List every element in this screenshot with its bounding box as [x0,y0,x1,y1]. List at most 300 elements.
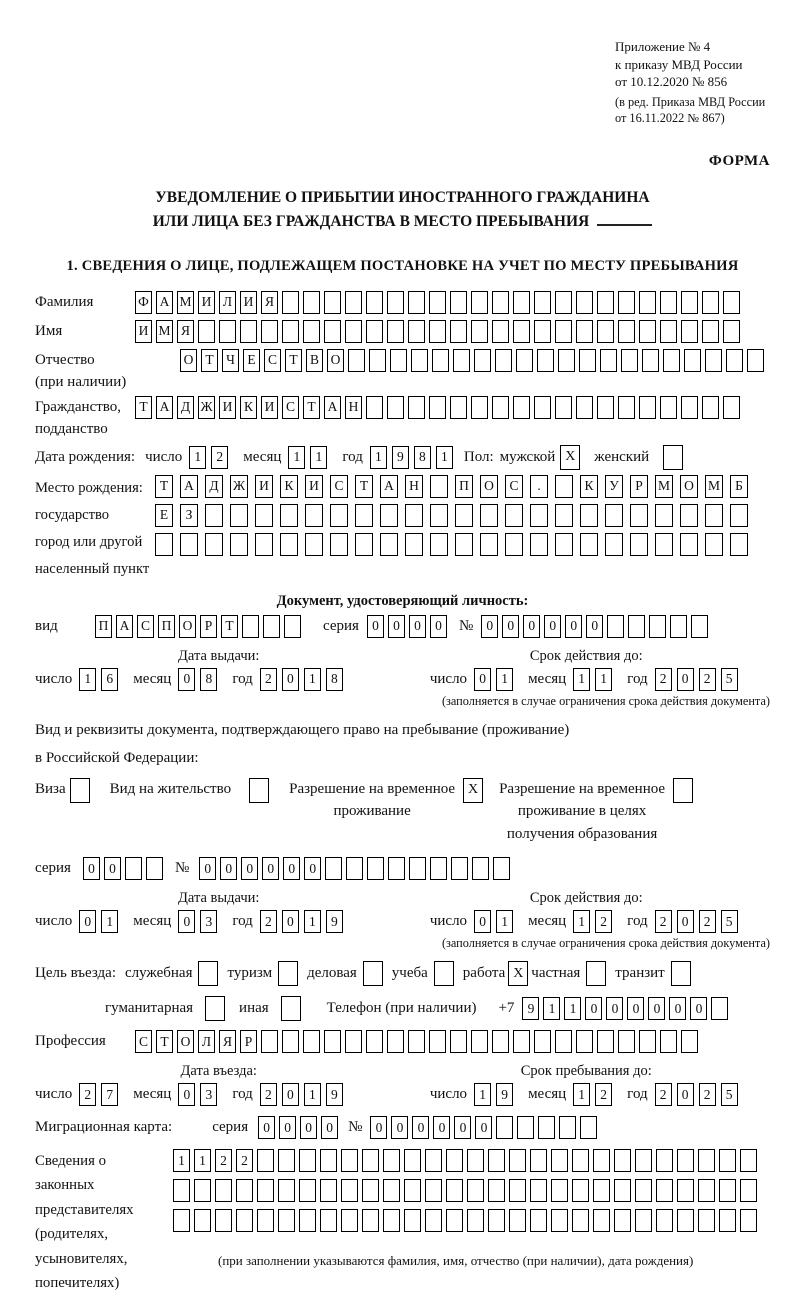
form-cell [173,1179,190,1202]
form-cell: Т [201,349,218,372]
month-cell: 1 [573,668,590,691]
form-cell [467,1209,484,1232]
form-cell [303,291,320,314]
migration-number-label: № [348,1119,363,1136]
purpose-humanitarian-item: гуманитарная [105,996,225,1021]
form-cell [551,1149,568,1172]
form-cell [660,396,677,419]
form-cell [492,320,509,343]
gender-female-label: женский [594,448,650,465]
form-cell [429,396,446,419]
form-cell [642,349,659,372]
month-label: месяц [133,913,172,930]
form-cell [681,291,698,314]
form-cell: 1 [173,1149,190,1172]
form-cell: Ж [230,475,248,498]
day-cell: 1 [101,910,118,933]
year-cell: 0 [282,668,299,691]
doc-valid-date-group [403,668,771,691]
form-cell [677,1179,694,1202]
form-cell [411,349,428,372]
day-cell: 1 [79,668,96,691]
form-cell: 0 [199,857,216,880]
form-cell [635,1209,652,1232]
permit-number-label: № [174,860,190,877]
form-cell [702,396,719,419]
day-cell: 0 [474,910,491,933]
stay-until-date-group [403,1083,771,1106]
form-cell: А [324,396,341,419]
residence-doc-line1: Вид и реквизиты документа, подтверждающего право на пребывание (проживание) [35,721,570,738]
form-cell [740,1209,757,1232]
form-cell [446,1179,463,1202]
form-cell: Е [243,349,260,372]
phone-label: Телефон (при наличии) [326,1000,477,1017]
purpose-official-checkbox [198,961,218,986]
year-label: год [627,1086,648,1103]
form-cell [555,504,573,527]
form-cell [630,533,648,556]
form-cell [341,1149,358,1172]
form-cell [534,1030,551,1053]
profession-label: Профессия [35,1033,106,1050]
form-cell: К [280,475,298,498]
form-cell [429,291,446,314]
form-cell: С [135,1030,152,1053]
form-cell [341,1209,358,1232]
form-cell: П [455,475,473,498]
month-cell: 1 [310,446,327,469]
visa-checkbox [70,778,90,803]
form-cell [555,320,572,343]
form-cell: Ж [198,396,215,419]
permit-series-cells [83,857,167,880]
form-cell: 1 [543,997,560,1020]
valid-until-heading: Срок действия до: [529,647,643,664]
appendix-header [615,38,770,127]
year-cell: 2 [260,1083,277,1106]
month-cell: 0 [178,668,195,691]
form-cell [405,533,423,556]
form-cell [480,533,498,556]
form-cell [387,320,404,343]
form-cell [345,1030,362,1053]
doc-issue-date-group [35,668,403,691]
form-cell: Р [630,475,648,498]
purpose-transit-item: транзит [615,961,690,986]
form-cell [366,1030,383,1053]
form-cell [493,857,510,880]
form-cell [534,320,551,343]
form-title [35,186,770,234]
form-cell: 0 [586,615,603,638]
form-cell [366,396,383,419]
form-cell: Я [261,291,278,314]
day-cell: 1 [496,668,513,691]
form-cell [261,1030,278,1053]
name-label: Имя [35,322,63,339]
form-cell [698,1179,715,1202]
form-cell [242,615,259,638]
form-cell [534,396,551,419]
form-cell [555,291,572,314]
form-cell [597,1030,614,1053]
form-cell [555,475,573,498]
form-title-line2: ИЛИ ЛИЦА БЕЗ ГРАЖДАНСТВА В МЕСТО ПРЕБЫВАНИЯ [152,212,590,230]
form-cell [173,1209,190,1232]
year-cell: 2 [699,910,716,933]
form-cell: С [330,475,348,498]
form-cell: 0 [258,1116,275,1139]
form-cell [740,1149,757,1172]
month-cell: 0 [178,1083,195,1106]
form-cell [408,320,425,343]
year-cell: 0 [677,910,694,933]
year-cell: 9 [392,446,409,469]
surname-cells [135,291,744,314]
form-cell: Т [155,475,173,498]
forma-label: ФОРМА [708,152,770,169]
form-cell [257,1209,274,1232]
form-cell [282,1030,299,1053]
year-label: год [627,913,648,930]
form-cell [495,349,512,372]
form-cell [551,1179,568,1202]
form-cell [345,291,362,314]
form-cell [408,1030,425,1053]
day-label: число [429,670,468,687]
entry-purpose-label: Цель въезда: [35,965,116,982]
form-cell [230,533,248,556]
form-cell [362,1209,379,1232]
form-cell [471,291,488,314]
day-cell: 2 [79,1083,96,1106]
purpose-study-checkbox [434,961,454,986]
form-cell [387,291,404,314]
form-cell [655,533,673,556]
form-cell [330,533,348,556]
form-cell: 0 [481,615,498,638]
identity-doc-heading: Документ, удостоверяющий личность: [276,592,529,609]
day-cell: 9 [496,1083,513,1106]
form-cell: 0 [565,615,582,638]
form-cell: Т [303,396,320,419]
form-cell: 0 [370,1116,387,1139]
form-cell [660,291,677,314]
form-cell: 0 [606,997,623,1020]
form-cell: М [705,475,723,498]
month-label: месяц [528,1086,567,1103]
form-cell [388,857,405,880]
year-cell: 2 [260,910,277,933]
representatives-cells-row2 [173,1179,761,1202]
form-cell [530,1149,547,1172]
form-cell [429,1030,446,1053]
form-cell: Д [177,396,194,419]
form-cell [513,320,530,343]
form-cell: Т [355,475,373,498]
gender-male-checkbox: X [560,445,580,470]
form-cell [660,320,677,343]
form-cell: 0 [304,857,321,880]
form-cell [430,533,448,556]
form-cell [455,504,473,527]
form-cell [450,291,467,314]
purpose-official-item: служебная [125,961,219,986]
form-cell [747,349,764,372]
year-cell: 9 [326,1083,343,1106]
gender-female-checkbox [663,445,683,470]
form-cell [635,1179,652,1202]
form-cell: 0 [648,997,665,1020]
form-cell [530,533,548,556]
form-cell [380,533,398,556]
form-cell: О [179,615,196,638]
form-cell: 0 [627,997,644,1020]
purpose-tourism-checkbox [278,961,298,986]
form-cell: 0 [279,1116,296,1139]
form-cell [551,1209,568,1232]
form-cell [684,349,701,372]
form-cell [263,615,280,638]
form-cell [656,1149,673,1172]
form-cell [324,320,341,343]
form-cell [450,1030,467,1053]
doc-number-cells [481,615,712,638]
form-cell [517,1116,534,1139]
form-cell [621,349,638,372]
form-cell [467,1149,484,1172]
revision-line: (в ред. Приказа МВД России [615,94,766,109]
form-cell [496,1116,513,1139]
form-cell [656,1179,673,1202]
form-cell [255,504,273,527]
form-cell: 0 [388,615,405,638]
form-cell [429,320,446,343]
permit-issue-date-group [35,910,403,933]
appendix-line: от 10.12.2020 № 856 [615,74,728,90]
form-cell: О [327,349,344,372]
form-cell [705,533,723,556]
temp-residence-label: Разрешение на временное проживание [289,780,456,820]
birth-place-cells-row2 [155,504,755,527]
form-cell [180,533,198,556]
form-cell [205,533,223,556]
form-cell: И [255,475,273,498]
form-cell [618,320,635,343]
form-cell [618,1030,635,1053]
permit-issue-heading: Дата выдачи: [178,890,260,907]
purpose-business-checkbox [363,961,383,986]
permit-issue-col [35,890,403,951]
entry-date-group [35,1083,403,1106]
form-cell [345,320,362,343]
form-cell [580,1116,597,1139]
form-cell: 0 [523,615,540,638]
year-cell: 5 [721,668,738,691]
citizenship-cells [135,396,744,419]
form-cell [580,533,598,556]
day-label: число [429,913,468,930]
purpose-private-item: частная [531,961,606,986]
form-cell [257,1149,274,1172]
purpose-humanitarian-checkbox [205,996,225,1021]
form-cell [705,504,723,527]
form-cell: Т [156,1030,173,1053]
form-title-line1: УВЕДОМЛЕНИЕ О ПРИБЫТИИ ИНОСТРАННОГО ГРАЖДАНИНА [155,188,650,206]
year-cell: 1 [304,668,321,691]
form-cell [219,320,236,343]
form-cell [362,1179,379,1202]
form-cell [492,1030,509,1053]
form-cell [576,291,593,314]
form-cell [303,320,320,343]
form-cell [404,1209,421,1232]
form-cell: К [580,475,598,498]
form-cell [614,1179,631,1202]
visa-item [35,778,90,803]
form-cell: З [180,504,198,527]
form-cell [474,349,491,372]
form-cell: 0 [83,857,100,880]
day-cell: 6 [101,668,118,691]
name-cells [135,320,744,343]
form-cell: И [198,291,215,314]
form-cell: 1 [564,997,581,1020]
form-cell: И [261,396,278,419]
form-cell [404,1179,421,1202]
form-cell [284,615,301,638]
year-cell: 0 [282,1083,299,1106]
form-cell [366,320,383,343]
form-cell: А [156,396,173,419]
month-cell: 1 [595,668,612,691]
permit-valid-col [403,890,771,951]
month-label: месяц [133,1086,172,1103]
form-cell [639,1030,656,1053]
form-cell: М [655,475,673,498]
year-cell: 1 [436,446,453,469]
form-cell [432,349,449,372]
form-cell [255,533,273,556]
year-cell: 8 [326,668,343,691]
form-cell [450,320,467,343]
form-cell [278,1179,295,1202]
title-blank-underline [597,214,652,226]
form-cell [597,320,614,343]
profession-cells [135,1030,702,1053]
form-cell [348,349,365,372]
form-cell: 0 [283,857,300,880]
form-cell: И [305,475,323,498]
year-label: год [232,913,253,930]
stay-until-col [403,1063,771,1106]
form-cell [719,1209,736,1232]
representatives-cells-row3 [173,1209,761,1232]
form-cell [320,1149,337,1172]
form-cell [299,1179,316,1202]
form-cell: В [306,349,323,372]
form-cell: 0 [104,857,121,880]
form-cell [649,615,666,638]
form-cell [194,1179,211,1202]
valid-note: (заполняется в случае ограничения срока действия документа) [441,693,770,708]
form-cell: И [135,320,152,343]
form-cell: 2 [215,1149,232,1172]
gender-male-label: мужской [499,448,556,465]
form-cell: 0 [433,1116,450,1139]
form-cell: К [240,396,257,419]
form-cell [355,533,373,556]
form-cell [579,349,596,372]
form-cell [472,857,489,880]
year-cell: 1 [304,910,321,933]
form-cell: Ч [222,349,239,372]
form-cell [430,475,448,498]
form-cell [576,1030,593,1053]
day-label: число [35,913,73,930]
form-cell [509,1149,526,1172]
form-cell: У [605,475,623,498]
form-cell [236,1209,253,1232]
form-cell: Л [198,1030,215,1053]
birth-place-cells-row1 [155,475,755,498]
month-cell: 1 [573,1083,590,1106]
phone-cells [522,997,732,1020]
form-cell: Л [219,291,236,314]
form-cell [711,997,728,1020]
form-cell [366,291,383,314]
form-cell [681,396,698,419]
form-cell [607,615,624,638]
form-cell [387,396,404,419]
year-cell: 1 [370,446,387,469]
form-cell [614,1209,631,1232]
form-cell [383,1179,400,1202]
form-cell [261,320,278,343]
form-cell [513,396,530,419]
form-cell [430,504,448,527]
form-cell: . [530,475,548,498]
year-label: год [627,670,648,687]
form-cell: 0 [409,615,426,638]
form-cell: О [480,475,498,498]
month-cell: 1 [288,446,305,469]
form-cell [430,857,447,880]
purpose-study-item: учеба [392,961,454,986]
form-cell [628,615,645,638]
form-cell: 0 [241,857,258,880]
form-cell [303,1030,320,1053]
form-cell [600,349,617,372]
revision-line: от 16.11.2022 № 867) [615,110,725,125]
form-cell: 0 [321,1116,338,1139]
form-cell [730,533,748,556]
purpose-tourism-item: туризм [227,961,298,986]
form-cell [572,1149,589,1172]
form-cell [355,504,373,527]
form-cell: А [116,615,133,638]
form-cell [282,291,299,314]
appendix-line: Приложение № 4 [615,39,711,54]
form-cell: 0 [391,1116,408,1139]
form-cell [555,533,573,556]
year-label: год [232,670,253,687]
day-label: число [35,670,73,687]
form-cell: 0 [300,1116,317,1139]
form-cell [257,1179,274,1202]
form-cell [505,533,523,556]
